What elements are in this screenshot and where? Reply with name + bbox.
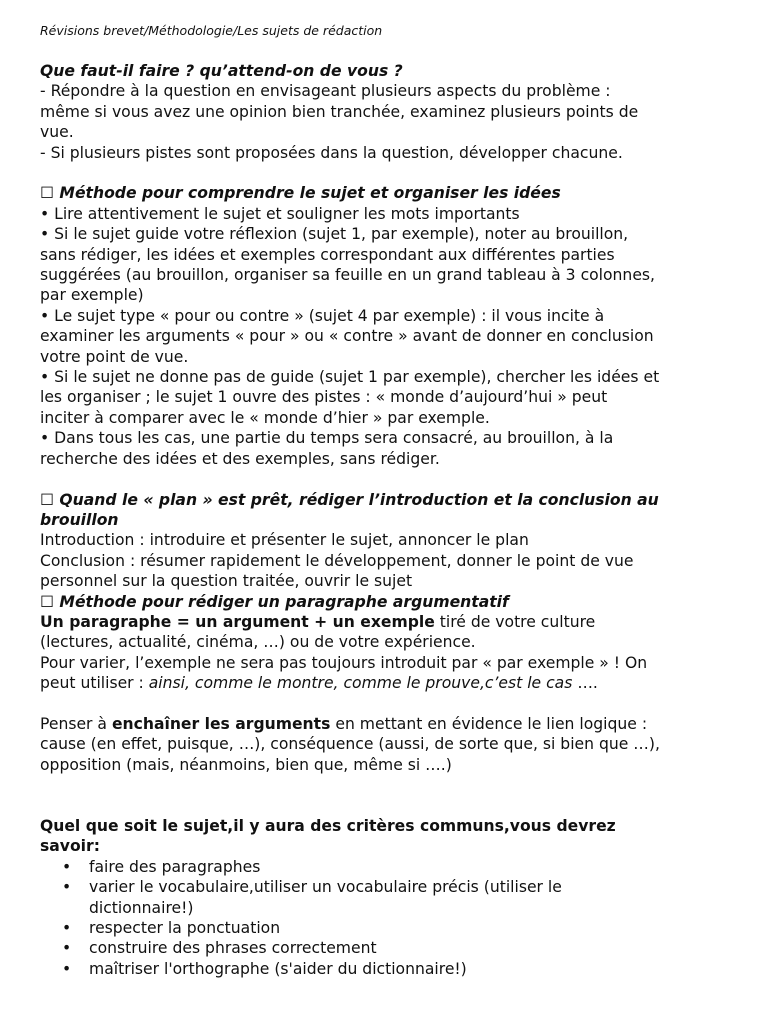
section-heading-plan	[40, 490, 740, 510]
list-item-text: varier le vocabulaire,utiliser un vocabulaire précis (utiliser le	[89, 878, 562, 897]
text-line: • Si le sujet guide votre réflexion (sujet 1, par exemple), noter au brouillon,	[40, 225, 629, 244]
list-item	[40, 918, 740, 938]
text-line: • Le sujet type « pour ou contre » (sujet 4 par exemple) : il vous incite à	[40, 306, 605, 325]
section-heading-plan-cont: brouillon	[40, 510, 119, 529]
spacer	[40, 775, 740, 816]
bullet-icon: •	[62, 959, 72, 978]
bullet-icon: •	[62, 857, 72, 876]
breadcrumb: Révisions brevet/Méthodologie/Les sujets de rédaction	[40, 23, 383, 38]
text-line: Conclusion : résumer rapidement le développement, donner le point de vue	[40, 551, 634, 570]
text-line: inciter à comparer avec le « monde d’hier » par exemple.	[40, 408, 490, 427]
text-line: • Si le sujet ne donne pas de guide (sujet 1 par exemple), chercher les idées et	[40, 368, 660, 387]
text-span: Penser à	[40, 714, 112, 733]
text-line: vue.	[40, 123, 74, 142]
section-heading-expectations: Que faut-il faire ? qu’attend-on de vous ?	[40, 62, 403, 80]
spacer	[40, 469, 740, 489]
bold-phrase: enchaîner les arguments	[111, 714, 331, 733]
list-item	[40, 857, 740, 877]
text-line: les organiser ; le sujet 1 ouvre des pistes : « monde d’aujourd’hui » peut	[40, 388, 608, 407]
text-line: - Si plusieurs pistes sont proposées dans la question, développer chacune.	[40, 143, 623, 162]
section-heading-criteria: Quel que soit le sujet,il y aura des critères communs,vous devrez	[40, 816, 616, 835]
text-line: votre point de vue.	[40, 347, 189, 366]
section-heading-criteria-cont: savoir:	[40, 837, 100, 856]
text-line: (lectures, actualité, cinéma, …) ou de votre expérience.	[40, 633, 476, 652]
text-line: Introduction : introduire et présenter le sujet, annoncer le plan	[40, 531, 529, 550]
text-line: • Dans tous les cas, une partie du temps sera consacré, au brouillon, à la	[40, 429, 614, 448]
text-line	[40, 612, 740, 632]
bullet-icon: •	[62, 919, 72, 937]
text-line: Pour varier, l’exemple ne sera pas toujours introduit par « par exemple » ! On	[40, 653, 648, 672]
spacer	[40, 694, 740, 714]
list-item	[40, 938, 740, 958]
document-body	[40, 61, 740, 979]
spacer	[40, 163, 740, 183]
heading-text: Méthode pour comprendre le sujet et organiser les idées	[59, 184, 561, 203]
text-line	[40, 714, 740, 734]
section-heading-paragraph	[40, 592, 740, 612]
text-line	[40, 673, 740, 693]
text-line: • Lire attentivement le sujet et souligner les mots importants	[40, 204, 520, 223]
text-line: examiner les arguments « pour » ou « contre » avant de donner en conclusion	[40, 327, 654, 346]
text-line: même si vous avez une opinion bien tranchée, examinez plusieurs points de	[40, 102, 639, 121]
checkbox-icon: ☐	[40, 490, 54, 509]
text-line: opposition (mais, néanmoins, bien que, même si ….)	[40, 755, 452, 774]
text-line: recherche des idées et des exemples, sans rédiger.	[40, 449, 440, 468]
text-line: par exemple)	[40, 286, 144, 305]
list-item-text: maîtriser l'orthographe (s'aider du dictionnaire!)	[89, 959, 467, 978]
text-span: tiré de votre culture	[434, 612, 596, 631]
heading-text: Quand le « plan » est prêt, rédiger l’introduction et la conclusion au	[59, 490, 659, 509]
text-span: peut utiliser :	[40, 674, 149, 693]
list-item-text: faire des paragraphes	[89, 857, 261, 876]
text-line: cause (en effet, puisque, …), conséquence (aussi, de sorte que, si bien que …),	[40, 735, 660, 754]
bullet-icon: •	[62, 939, 72, 958]
checkbox-icon: ☐	[40, 592, 54, 611]
text-span: ….	[572, 674, 598, 693]
bullet-icon: •	[62, 878, 72, 897]
list-item-text: construire des phrases correctement	[89, 939, 377, 958]
text-line: personnel sur la question traitée, ouvrir le sujet	[40, 572, 413, 591]
criteria-list	[40, 857, 740, 979]
text-line: sans rédiger, les idées et exemples correspondant aux différentes parties	[40, 245, 615, 264]
list-item-text: dictionnaire!)	[89, 898, 194, 917]
heading-text: Méthode pour rédiger un paragraphe argumentatif	[59, 592, 509, 611]
text-span: en mettant en évidence le lien logique :	[330, 714, 648, 733]
text-line: - Répondre à la question en envisageant plusieurs aspects du problème :	[40, 82, 611, 101]
list-item	[40, 877, 740, 918]
list-item	[40, 959, 740, 979]
checkbox-icon: ☐	[40, 184, 54, 203]
section-heading-method-ideas	[40, 183, 740, 203]
text-line: suggérées (au brouillon, organiser sa feuille en un grand tableau à 3 colonnes,	[40, 266, 655, 285]
italic-phrase: ainsi, comme le montre, comme le prouve,c’est le cas	[148, 674, 573, 693]
bold-phrase: Un paragraphe = un argument + un exemple	[40, 612, 435, 631]
list-item-text: respecter la ponctuation	[89, 919, 281, 937]
